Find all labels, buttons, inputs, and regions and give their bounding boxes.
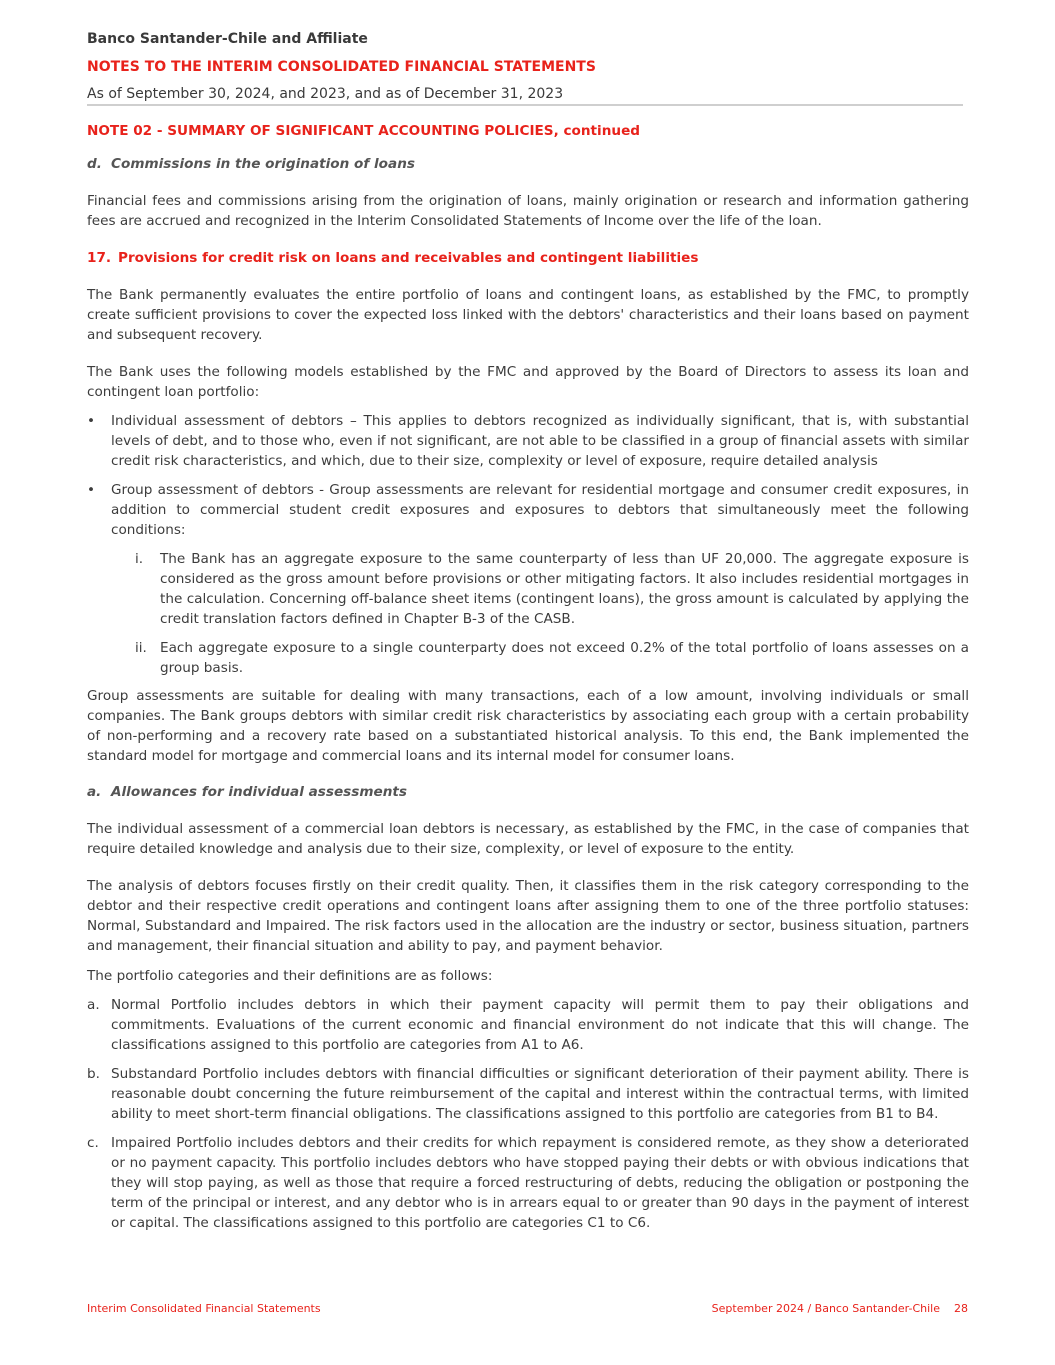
category-text: Substandard Portfolio includes debtors with financial difficulties or significant deterioration of their payment ability. There is reasonable doubt concerning the future reimbursement of the capital and interest within the contractual terms, with limited ability to meet short-term financial obligations. The classifications assigned to this portfolio are categories from B1 to B4. — [111, 1066, 969, 1122]
section-17-paragraph-2: The Bank uses the following models established by the FMC and approved by the Board of Directors to assess its loan and contingent loan portfolio: — [87, 364, 969, 400]
category-text: Normal Portfolio includes debtors in which their payment capacity will permit them to pay their obligations and commitments. Evaluations of the current economic and financial environment do not indicate that this will change. The classifications assigned to this portfolio are categories from A1 to A6. — [111, 997, 969, 1053]
section-a-paragraph-3: The portfolio categories and their definitions are as follows: — [87, 968, 493, 984]
section-a-title: Allowances for individual assessments — [111, 784, 408, 800]
section-17-heading — [87, 248, 969, 268]
condition-text: The Bank has an aggregate exposure to the same counterparty of less than UF 20,000. The aggregate exposure is considered as the gross amount before provisions or other mitigating factors. It also includes residential mortgages in the calculation. Concerning off-balance sheet items (contingent loans), the gross amount is calculated by applying the credit translation factors defined in Chapter B-3 of the CASB. — [160, 551, 969, 627]
category-marker: b. — [87, 1066, 100, 1082]
header-divider — [87, 104, 963, 106]
section-17-paragraph-1: The Bank permanently evaluates the entire portfolio of loans and contingent loans, as established by the FMC, to promptly create sufficient provisions to cover the expected loss linked with the debtors' characteristics and their loans based on payment and subsequent recovery. — [87, 287, 969, 343]
category-marker: c. — [87, 1135, 99, 1151]
bullet-text: Group assessment of debtors - Group assessments are relevant for residential mortgage and consumer credit exposures, in addition to commercial student credit exposures and exposures to debtors that simultaneously meet the following conditions: — [111, 482, 969, 538]
section-a-paragraph-2: The analysis of debtors focuses firstly on their credit quality. Then, it classifies them in the risk category corresponding to the debtor and their respective credit operations and contingent loans after assigning them to one of the three portfolio statuses: Normal, Substandard and Impaired. The risk factors used in the allocation are the industry or sector, business situation, partners and management, their financial situation and ability to pay, and payment behavior. — [87, 878, 969, 954]
footer-left: Interim Consolidated Financial Statements — [87, 1302, 321, 1315]
page-number: 28 — [954, 1302, 968, 1315]
category-text: Impaired Portfolio includes debtors and their credits for which repayment is considered remote, as they show a deteriorated or no payment capacity. This portfolio includes debtors who have stopped paying their debts or with obvious indications that they will stop paying, as well as those that require a forced restructuring of debts, reducing the obligation or postponing the term of the principal or interest, and any debtor who is in arrears equal to or greater than 90 days in the payment of interest or capital. The classifications assigned to this portfolio are categories C1 to C6. — [111, 1135, 969, 1231]
category-item — [87, 1064, 969, 1124]
section-d-paragraph: Financial fees and commissions arising from the origination of loans, mainly origination or research and information gathering fees are accrued and recognized in the Interim Consolidated Statements of Income over the life of the loan. — [87, 193, 969, 229]
bullet-item — [87, 480, 969, 540]
section-17-title: Provisions for credit risk on loans and receivables and contingent liabilities — [118, 250, 699, 266]
footer-right-text: September 2024 / Banco Santander-Chile — [711, 1302, 940, 1315]
bullet-marker: • — [87, 482, 96, 498]
category-item — [87, 1133, 969, 1233]
section-d-title: Commissions in the origination of loans — [111, 156, 415, 172]
bullet-marker: • — [87, 413, 96, 429]
section-17-number: 17. — [87, 250, 112, 266]
section-a-label: a. — [87, 784, 102, 800]
section-a-paragraph-1: The individual assessment of a commercial loan debtors is necessary, as established by the FMC, in the case of companies that require detailed knowledge and analysis due to their size, complexity, or level of exposure to the entity. — [87, 821, 969, 857]
footer-right — [712, 1302, 968, 1315]
condition-marker: ii. — [135, 640, 147, 656]
bullet-text: Individual assessment of debtors – This applies to debtors recognized as individually significant, that is, with substantial levels of debt, and to those who, even if not significant, are not able to be classified in a group of financial assets with similar credit risk characteristics, and which, due to their size, complexity or level of exposure, require detailed analysis — [111, 413, 969, 469]
period-line: As of September 30, 2024, and 2023, and as of December 31, 2023 — [87, 86, 564, 102]
condition-item — [87, 638, 969, 678]
condition-item — [87, 549, 969, 629]
notes-title: NOTES TO THE INTERIM CONSOLIDATED FINANCIAL STATEMENTS — [87, 59, 596, 75]
section-d-heading — [87, 154, 969, 174]
company-name: Banco Santander-Chile and Affiliate — [87, 31, 368, 47]
condition-marker: i. — [135, 551, 144, 567]
category-marker: a. — [87, 997, 100, 1013]
category-item — [87, 995, 969, 1055]
section-a-heading — [87, 782, 969, 802]
condition-text: Each aggregate exposure to a single counterparty does not exceed 0.2% of the total portfolio of loans assesses on a group basis. — [160, 640, 969, 676]
section-17-paragraph-3: Group assessments are suitable for dealing with many transactions, each of a low amount, involving individuals or small companies. The Bank groups debtors with similar credit risk characteristics by associating each group with a certain probability of non-performing and a recovery rate based on a substantiated historical analysis. To this end, the Bank implemented the standard model for mortgage and commercial loans and its internal model for consumer loans. — [87, 688, 969, 764]
document-body — [87, 121, 969, 1233]
note-title: NOTE 02 - SUMMARY OF SIGNIFICANT ACCOUNTING POLICIES, continued — [87, 123, 641, 139]
section-d-label: d. — [87, 156, 102, 172]
bullet-item — [87, 411, 969, 471]
